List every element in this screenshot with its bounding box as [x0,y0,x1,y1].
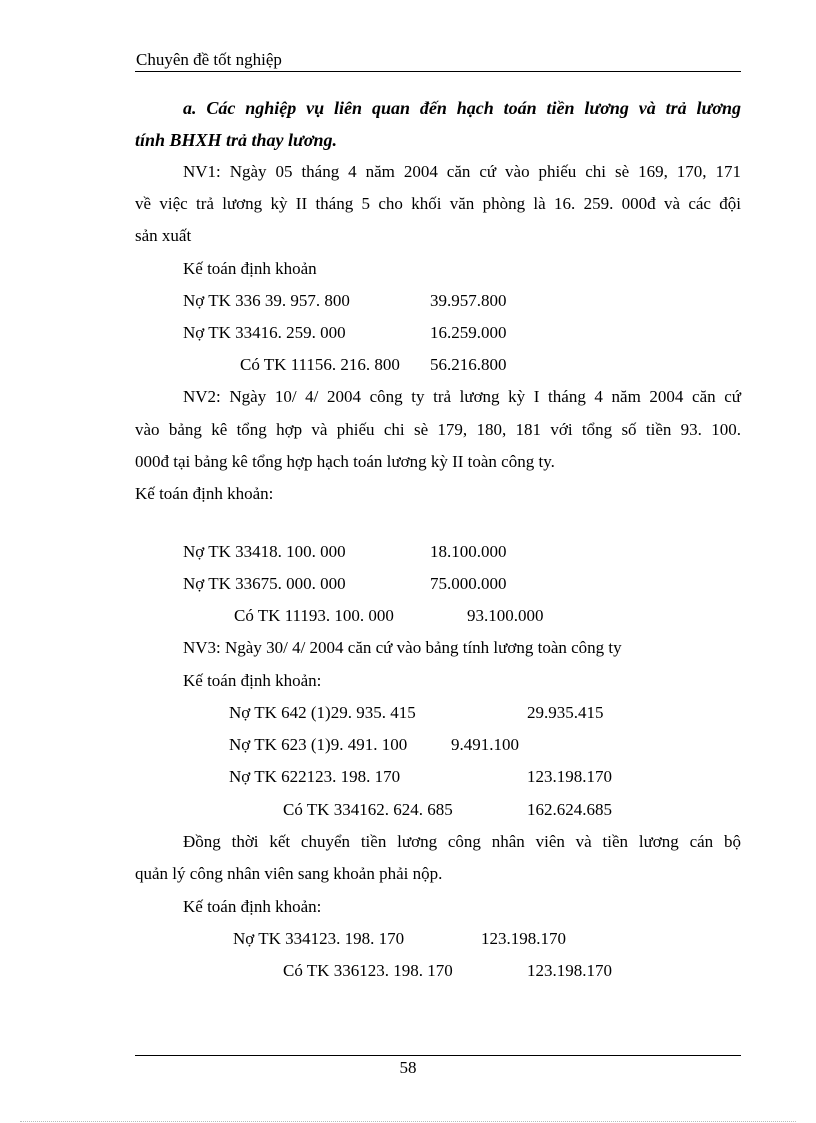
nv1-entry-2-account: Nợ TK 33416. 259. 000 [183,323,346,342]
nv3-entry-4-amount: 162.624.685 [527,800,612,819]
transfer-entry-1-amount: 123.198.170 [481,929,566,948]
nv1-entry-3-amount: 56.216.800 [430,355,507,374]
nv2-entry-1-amount: 18.100.000 [430,542,507,561]
nv3-entry-label: Kế toán định khoản: [183,671,322,690]
nv2-entry-2-account: Nợ TK 33675. 000. 000 [183,574,346,593]
transfer-entry-2-account: Có TK 336123. 198. 170 [283,961,453,980]
nv1-entry-1-amount: 39.957.800 [430,291,507,310]
transfer-entry-2-amount: 123.198.170 [527,961,612,980]
transfer-line-1: Đồng thời kết chuyển tiền lương công nhân viên và tiền lương cán bộ [183,832,741,851]
nv3-entry-4-account: Có TK 334162. 624. 685 [283,800,453,819]
page-number: 58 [399,1058,417,1077]
nv3-entry-1-amount: 29.935.415 [527,703,604,722]
nv2-line-1: NV2: Ngày 10/ 4/ 2004 công ty trả lương kỳ I tháng 4 năm 2004 căn cứ [183,387,741,406]
transfer-line-2: quản lý công nhân viên sang khoản phải nộp. [135,864,443,883]
section-title-line-2: tính BHXH trả thay lương. [135,130,337,150]
footer-rule [135,1055,741,1056]
page-header-title: Chuyên đề tốt nghiệp [136,50,282,69]
nv3-entry-1-account: Nợ TK 642 (1)29. 935. 415 [229,703,416,722]
nv3-entry-3-amount: 123.198.170 [527,767,612,786]
nv1-line-1: NV1: Ngày 05 tháng 4 năm 2004 căn cứ vào phiếu chi sè 169, 170, 171 [183,162,741,181]
nv2-entry-3-account: Có TK 11193. 100. 000 [234,606,394,625]
nv1-entry-1-account: Nợ TK 336 39. 957. 800 [183,291,350,310]
nv2-entry-3-amount: 93.100.000 [467,606,544,625]
page-edge-dots [20,1121,796,1122]
section-title-line-1: a. Các nghiệp vụ liên quan đến hạch toán tiền lương và trả lương [183,98,741,118]
nv3-entry-2-account: Nợ TK 623 (1)9. 491. 100 [229,735,408,754]
header-rule [135,71,741,72]
nv3-line-1: NV3: Ngày 30/ 4/ 2004 căn cứ vào bảng tính lương toàn công ty [183,638,622,657]
transfer-entry-label: Kế toán định khoản: [183,897,322,916]
nv1-line-2: về việc trả lương kỳ II tháng 5 cho khối văn phòng là 16. 259. 000đ và các đội [135,194,741,213]
nv3-entry-2-amount: 9.491.100 [451,735,519,754]
nv2-entry-2-amount: 75.000.000 [430,574,507,593]
transfer-entry-1-account: Nợ TK 334123. 198. 170 [233,929,405,948]
nv2-entry-label: Kế toán định khoản: [135,484,274,503]
nv2-entry-1-account: Nợ TK 33418. 100. 000 [183,542,346,561]
nv2-line-3: 000đ tại bảng kê tổng hợp hạch toán lương kỳ II toàn công ty. [135,452,555,471]
nv3-entry-3-account: Nợ TK 622123. 198. 170 [229,767,401,786]
nv1-entry-3-account: Có TK 11156. 216. 800 [240,355,400,374]
nv1-entry-2-amount: 16.259.000 [430,323,507,342]
nv1-line-3: sản xuất [135,226,192,245]
nv2-line-2: vào bảng kê tổng hợp và phiếu chi sè 179, 180, 181 với tổng số tiền 93. 100. [135,420,741,439]
nv1-entry-label: Kế toán định khoản [183,259,317,278]
